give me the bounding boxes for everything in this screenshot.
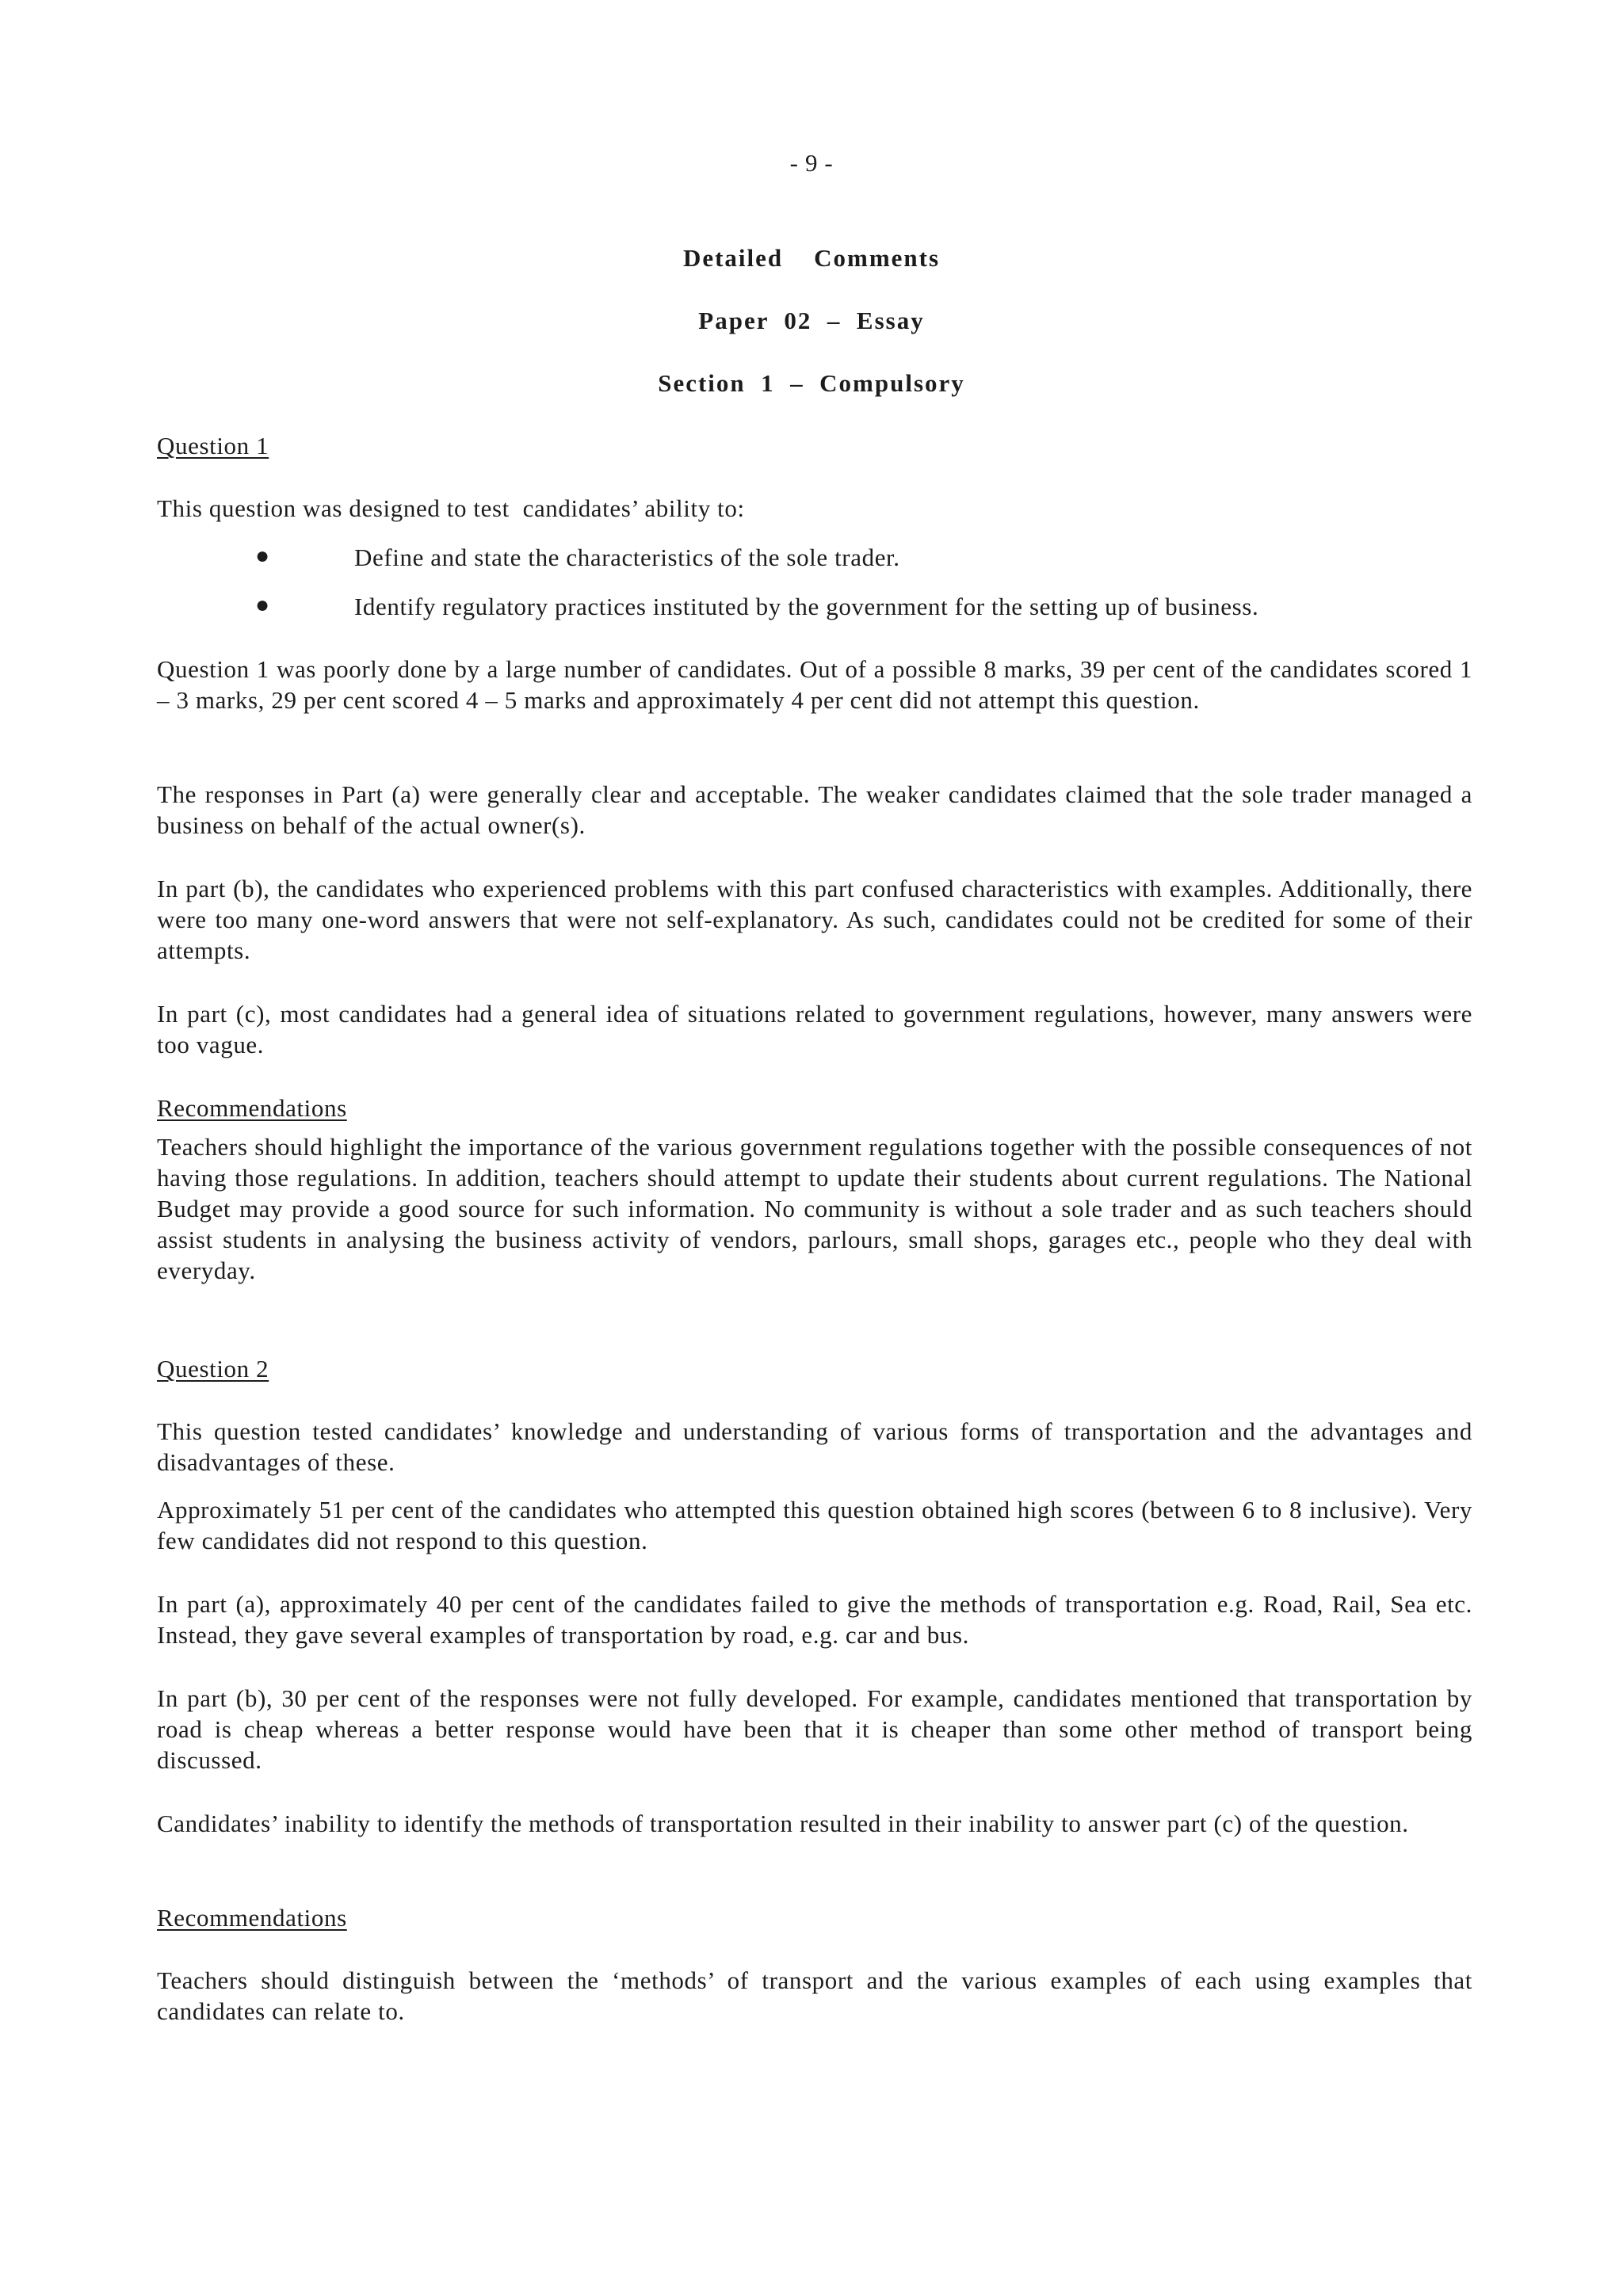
question-1-intro: This question was designed to test candidates’ ability to:	[157, 494, 745, 522]
question-1-recommendations-title: Recommendations	[157, 1094, 347, 1122]
question-1-recommendations-text: Teachers should highlight the importance of the various government regulations together with the possible consequences of not having those regulations. In addition, teachers should attempt to update their students about current regulations. The National Budget may provide a good source for such information. No community is without a sole trader and as such teachers should assist students in analysing the business activity of vendors, parlours, small shops, garages etc., people who they deal with everyday.	[157, 1133, 1472, 1284]
heading-paper: Paper 02 – Essay	[698, 307, 925, 334]
question-2-title: Question 2	[157, 1355, 269, 1383]
question-1-paragraph-3: In part (b), the candidates who experienced problems with this part confused characteristics with examples. Additionally, there were too many one-word answers that were not self-explanatory. As such, candidates could not be credited for some of their attempts.	[157, 875, 1472, 964]
question-2-paragraph-1: This question tested candidates’ knowledge and understanding of various forms of transportation and the advantages and disadvantages of these.	[157, 1417, 1472, 1476]
question-1-title: Question 1	[157, 432, 269, 460]
question-1-bullet-2: Identify regulatory practices instituted by the government for the setting up of business.	[354, 593, 1259, 620]
heading-detailed-comments: Detailed Comments	[682, 244, 941, 272]
question-1-paragraph-4: In part (c), most candidates had a general idea of situations related to government regulations, however, many answers were too vague.	[157, 1000, 1472, 1058]
question-1-paragraph-1: Question 1 was poorly done by a large number of candidates. Out of a possible 8 marks, 39 per cent of the candidates scored 1 – 3 marks, 29 per cent scored 4 – 5 marks and approximately 4 per cent did not attempt this question.	[157, 655, 1472, 714]
question-1-bullet-1: Define and state the characteristics of the sole trader.	[354, 543, 900, 571]
question-2-paragraph-4: In part (b), 30 per cent of the responses were not fully developed. For example, candidates mentioned that transportation by road is cheap whereas a better response would have been that it is cheaper than some other method of transport being discussed.	[157, 1684, 1472, 1774]
question-2-recommendations-text: Teachers should distinguish between the ‘methods’ of transport and the various examples of each using examples that candidates can relate to.	[157, 1966, 1472, 2025]
question-1-paragraph-2: The responses in Part (a) were generally clear and acceptable. The weaker candidates claimed that the sole trader managed a business on behalf of the actual owner(s).	[157, 780, 1472, 839]
question-2-recommendations-title: Recommendations	[157, 1904, 347, 1932]
heading-section: Section 1 – Compulsory	[658, 369, 965, 397]
question-2-paragraph-5: Candidates’ inability to identify the methods of transportation resulted in their inability to answer part (c) of the question.	[157, 1810, 1409, 1837]
page-number: - 9 -	[789, 149, 834, 177]
bullet-icon: ●	[255, 592, 270, 618]
bullet-icon: ●	[255, 543, 270, 569]
question-2-paragraph-3: In part (a), approximately 40 per cent of the candidates failed to give the methods of transportation e.g. Road, Rail, Sea etc. Instead, they gave several examples of transportation by road, e.g. car and bus.	[157, 1590, 1472, 1649]
question-2-paragraph-2: Approximately 51 per cent of the candidates who attempted this question obtained high scores (between 6 to 8 inclusive). Very few candidates did not respond to this question.	[157, 1496, 1472, 1554]
